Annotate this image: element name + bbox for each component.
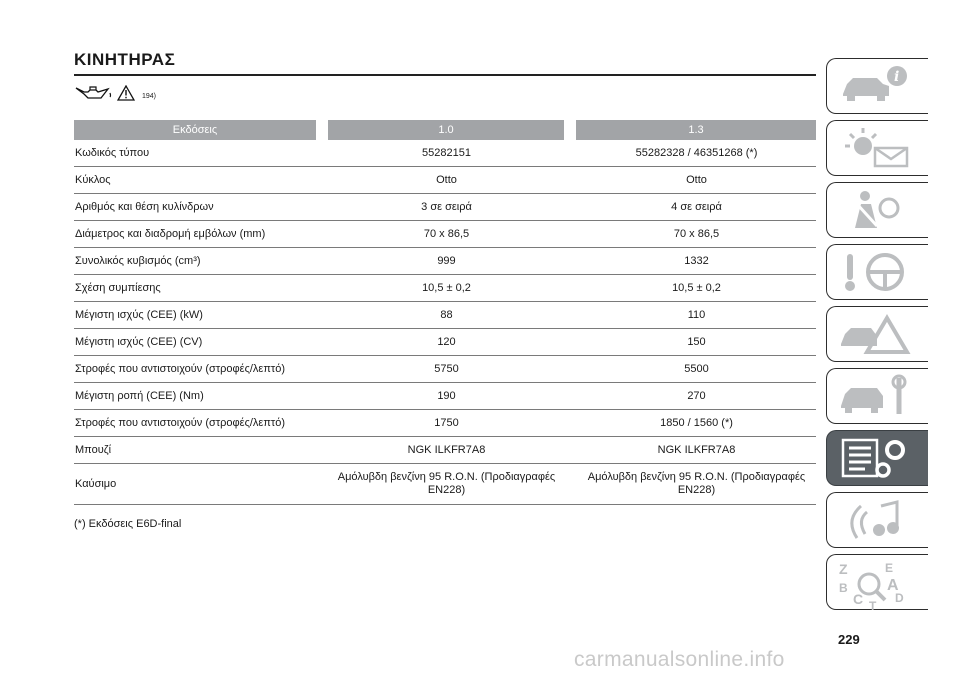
engine-spec-table: [74, 120, 816, 505]
row-label: Αριθμός και θέση κυλίνδρων: [74, 194, 316, 221]
value-1-0: NGK ILKFR7A8: [328, 437, 564, 464]
tab-emergency[interactable]: [826, 306, 928, 362]
value-1-0: 120: [328, 329, 564, 356]
emergency-triangle-icon: [837, 312, 917, 356]
tab-multimedia[interactable]: [826, 492, 928, 548]
row-label: Στροφές που αντιστοιχούν (στροφές/λεπτό): [74, 356, 316, 383]
tab-starting-driving[interactable]: [826, 244, 928, 300]
value-1-0: 70 x 86,5: [328, 221, 564, 248]
row-label: Κύκλος: [74, 167, 316, 194]
technical-data-gear-icon: [837, 436, 917, 480]
table-row: [74, 194, 816, 221]
note-reference: 194): [142, 92, 157, 100]
letter-c: C: [853, 591, 864, 607]
tab-warning-lights[interactable]: [826, 120, 928, 176]
value-1-0: 999: [328, 248, 564, 275]
table-row: [74, 464, 816, 505]
tab-maintenance[interactable]: [826, 368, 928, 424]
value-1-0: 1750: [328, 410, 564, 437]
row-label: Συνολικός κυβισμός (cm³): [74, 248, 316, 275]
warning-triangle-icon: [117, 85, 135, 101]
value-1-0: Αμόλυβδη βενζίνη 95 R.O.N. (Προδιαγραφές EN228): [328, 464, 564, 505]
symbol-row: [74, 82, 156, 104]
value-1-3: 1850 / 1560 (*): [576, 410, 816, 437]
page-number: 229: [838, 632, 860, 647]
tab-car-info[interactable]: [826, 58, 928, 114]
letter-a: A: [887, 577, 899, 594]
value-1-3: 150: [576, 329, 816, 356]
page-title: ΚΙΝΗΤΗΡΑΣ: [74, 50, 176, 69]
table-row: [74, 356, 816, 383]
table-row: [74, 302, 816, 329]
row-label: Στροφές που αντιστοιχούν (στροφές/λεπτό): [74, 410, 316, 437]
value-1-3: 4 σε σειρά: [576, 194, 816, 221]
table-row: [74, 410, 816, 437]
table-row: [74, 437, 816, 464]
table-row: [74, 275, 816, 302]
value-1-0: 5750: [328, 356, 564, 383]
row-label: Μέγιστη ροπή (CEE) (Nm): [74, 383, 316, 410]
car-info-icon: [837, 64, 917, 108]
footnote: (*) Εκδόσεις E6D-final: [74, 518, 182, 530]
car-maintenance-icon: [837, 374, 917, 418]
row-label: Κωδικός τύπου: [74, 140, 316, 167]
row-label: Διάμετρος και διαδρομή εμβόλων (mm): [74, 221, 316, 248]
value-1-3: 5500: [576, 356, 816, 383]
table-header-row: [74, 120, 816, 140]
multimedia-icon: [837, 498, 917, 542]
header-1-3: 1.3: [576, 120, 816, 140]
value-1-3: 70 x 86,5: [576, 221, 816, 248]
oil-can-icon: [74, 84, 114, 102]
value-1-3: 1332: [576, 248, 816, 275]
tab-index[interactable]: [826, 554, 928, 610]
letter-e: E: [885, 561, 894, 575]
row-label: Σχέση συμπίεσης: [74, 275, 316, 302]
svg-text:i: i: [894, 69, 900, 85]
value-1-0: 190: [328, 383, 564, 410]
tab-technical-data[interactable]: [826, 430, 928, 486]
letter-t: T: [869, 599, 877, 610]
row-label: Μέγιστη ισχύς (CEE) (kW): [74, 302, 316, 329]
watermark: carmanualsonline.info: [574, 648, 785, 671]
header-versions: Εκδόσεις: [74, 120, 316, 140]
value-1-3: Αμόλυβδη βενζίνη 95 R.O.N. (Προδιαγραφές EN228): [576, 464, 816, 505]
table-row: [74, 140, 816, 167]
warning-lights-message-icon: [837, 126, 917, 170]
value-1-3: NGK ILKFR7A8: [576, 437, 816, 464]
table-row: [74, 221, 816, 248]
value-1-3: Otto: [576, 167, 816, 194]
table-row: [74, 167, 816, 194]
table-row: [74, 248, 816, 275]
value-1-3: 10,5 ± 0,2: [576, 275, 816, 302]
letter-z: Z: [839, 561, 848, 577]
value-1-0: 10,5 ± 0,2: [328, 275, 564, 302]
value-1-0: Otto: [328, 167, 564, 194]
value-1-3: 110: [576, 302, 816, 329]
value-1-0: 3 σε σειρά: [328, 194, 564, 221]
row-label: Μέγιστη ισχύς (CEE) (CV): [74, 329, 316, 356]
title-rule: [74, 74, 816, 76]
header-1-0: 1.0: [328, 120, 564, 140]
seatbelt-airbag-icon: [837, 188, 917, 232]
letter-b: B: [839, 581, 848, 595]
table-row: [74, 383, 816, 410]
value-1-0: 88: [328, 302, 564, 329]
alphabetical-index-icon: [837, 560, 917, 610]
key-steering-wheel-icon: [837, 250, 917, 294]
letter-d: D: [895, 591, 904, 605]
tab-safety[interactable]: [826, 182, 928, 238]
row-label: Μπουζί: [74, 437, 316, 464]
table-row: [74, 329, 816, 356]
value-1-0: 55282151: [328, 140, 564, 167]
value-1-3: 55282328 / 46351268 (*): [576, 140, 816, 167]
row-label: Καύσιμο: [74, 464, 316, 505]
value-1-3: 270: [576, 383, 816, 410]
